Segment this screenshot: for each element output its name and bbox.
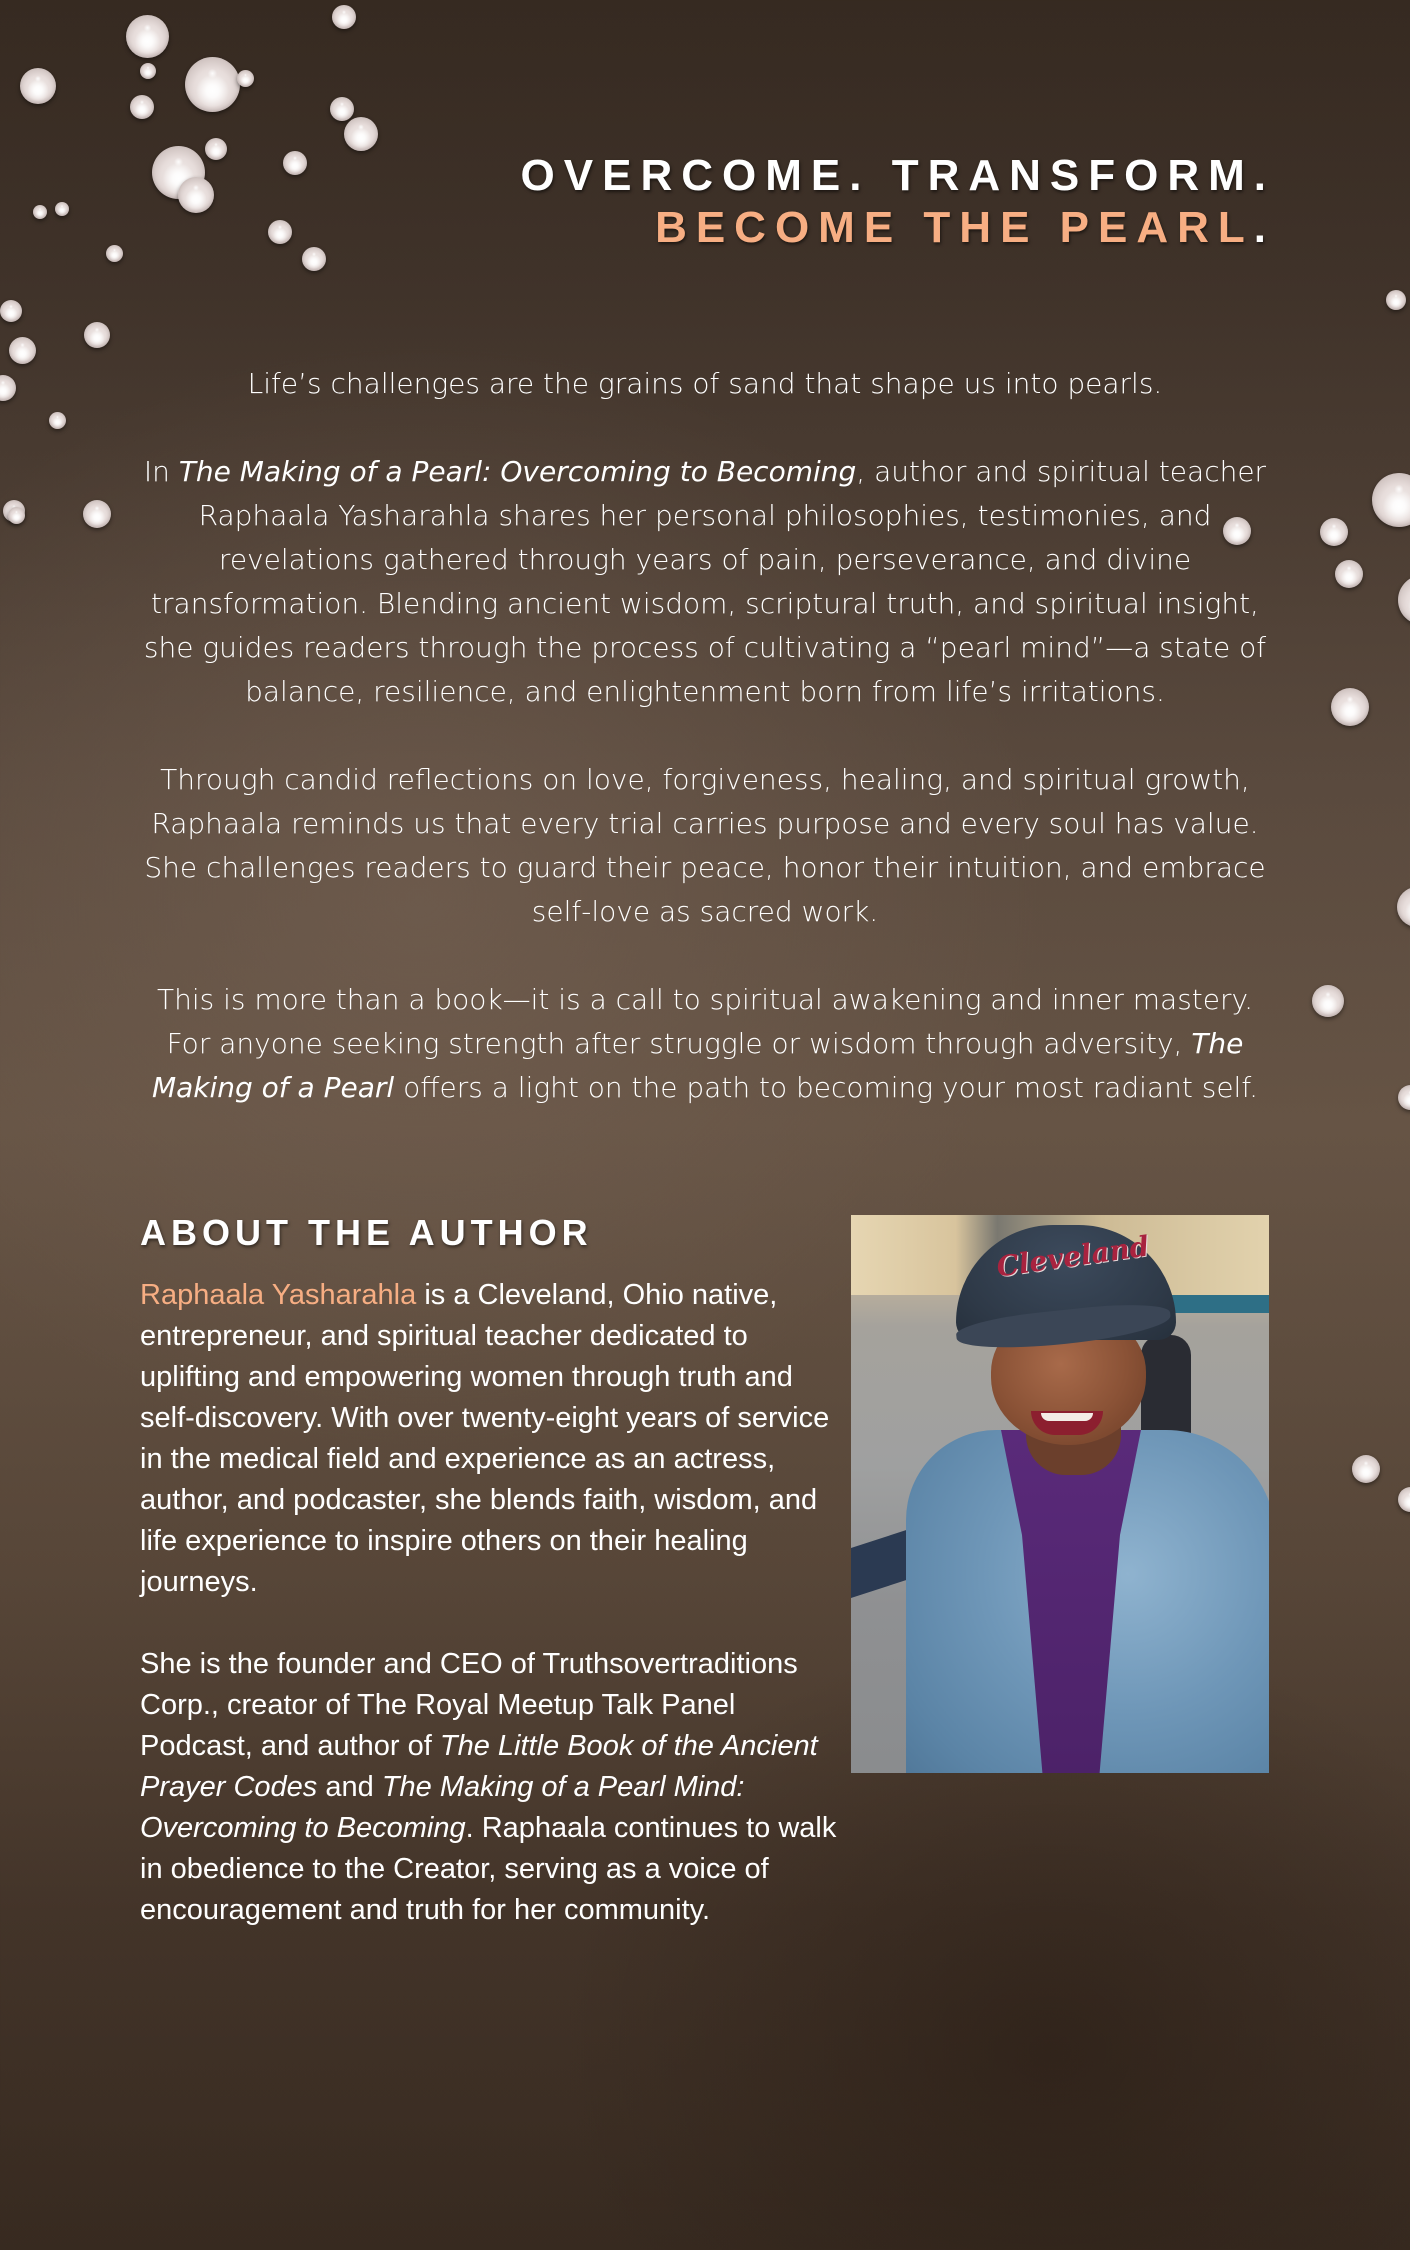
pearl-icon <box>84 322 110 348</box>
bio-paragraph-2 <box>140 1644 850 1931</box>
pearl-icon <box>55 202 69 216</box>
pearl-icon <box>205 138 227 160</box>
photo-cap-logo: Cleveland <box>994 1229 1152 1284</box>
pearl-icon <box>20 68 56 104</box>
pearl-icon <box>185 57 240 112</box>
author-photo <box>851 1215 1269 1773</box>
text: She is the founder and CEO of Truthsovertraditions Corp., creator of The Royal Meetup Talk Panel Podcast, and author of <box>140 1648 798 1762</box>
pearl-icon <box>49 412 66 429</box>
pearl-icon <box>1398 1487 1410 1512</box>
pearl-icon <box>1312 985 1344 1017</box>
about-author-bio <box>140 1275 850 1972</box>
pearl-icon <box>1398 1085 1410 1110</box>
pearl-icon <box>1372 473 1410 527</box>
text: , author and spiritual teacher Raphaala Yasharahla shares her personal philosophies, testimonies, and revelations gathered through years of pain, perseverance, and divine transformation. Blending ancient wisdom, scriptural truth, and spiritual insight, she guides readers through the process of cultivating a “pearl mind”—a state of balance, resilience, and enlightenment born from life’s irritations. <box>143 455 1267 708</box>
pearl-icon <box>1335 560 1363 588</box>
text: offers a light on the path to becoming your most radiant self. <box>394 1071 1259 1104</box>
pearl-icon <box>83 500 111 528</box>
text: This is more than a book—it is a call to spiritual awakening and inner mastery. For anyone seeking strength after struggle or wisdom through adversity, <box>157 983 1253 1060</box>
text: In <box>143 455 179 488</box>
pearl-icon <box>126 15 169 58</box>
pearl-icon <box>268 220 292 244</box>
pearl-icon <box>1398 575 1410 625</box>
photo-smile <box>1041 1413 1093 1421</box>
pearl-icon <box>332 5 356 29</box>
pearl-icon <box>140 63 156 79</box>
pearl-icon <box>130 95 154 119</box>
pearl-icon <box>1331 688 1369 726</box>
pearl-icon <box>178 177 214 213</box>
headline <box>521 150 1275 254</box>
text: is a Cleveland, Ohio native, entrepreneur, and spiritual teacher dedicated to uplifting and empowering women through truth and self-discovery. With over twenty-eight years of service in the medical field and experience as an actress, author, and podcaster, she blends faith, wisdom, and life experience to inspire others on their healing journeys. <box>140 1279 830 1598</box>
pearl-icon <box>302 247 326 271</box>
text: and <box>317 1771 382 1803</box>
book-description <box>140 362 1270 1154</box>
book-title: The Little Book of the Ancient Prayer Codes <box>140 1730 818 1803</box>
book-title: The Making of a Pearl <box>151 1027 1244 1104</box>
bio-paragraph-1 <box>140 1275 850 1603</box>
description-paragraph-1 <box>140 450 1270 714</box>
pearl-icon <box>8 507 25 524</box>
pearl-icon <box>9 337 36 364</box>
pearl-icon <box>1386 290 1406 310</box>
pearl-icon <box>0 375 16 401</box>
description-paragraph-2: Through candid reflections on love, forgiveness, healing, and spiritual growth, Raphaala reminds us that every trial carries purpose and every soul has value. She challenges readers to guard their peace, honor their intuition, and embrace self-love as sacred work. <box>144 763 1266 928</box>
pearl-icon <box>330 97 354 121</box>
headline-line-1: OVERCOME. TRANSFORM. <box>520 151 1275 200</box>
photo-background-strip <box>1169 1295 1269 1313</box>
author-name: Raphaala Yasharahla <box>140 1279 417 1311</box>
headline-line-2 <box>521 202 1275 254</box>
headline-period: . <box>1253 203 1275 252</box>
pearl-icon <box>33 205 47 219</box>
about-author-heading: ABOUT THE AUTHOR <box>140 1212 593 1253</box>
tagline: Life’s challenges are the grains of sand that shape us into pearls. <box>247 367 1163 400</box>
pearl-icon <box>0 300 22 322</box>
pearl-icon <box>1352 1455 1380 1483</box>
pearl-icon <box>237 70 254 87</box>
book-title: The Making of a Pearl: Overcoming to Becoming <box>178 455 857 488</box>
pearl-icon <box>106 245 123 262</box>
pearl-icon <box>344 117 378 151</box>
pearl-icon <box>1397 887 1410 927</box>
book-title: The Making of a Pearl Mind: Overcoming to Becoming <box>140 1771 745 1844</box>
headline-accent-text: BECOME THE PEARL <box>655 203 1254 252</box>
text: . Raphaala continues to walk in obedience to the Creator, serving as a voice of encouragement and truth for her community. <box>140 1812 837 1926</box>
pearl-icon <box>283 151 307 175</box>
pearl-icon <box>1320 518 1348 546</box>
description-paragraph-3 <box>140 978 1270 1110</box>
